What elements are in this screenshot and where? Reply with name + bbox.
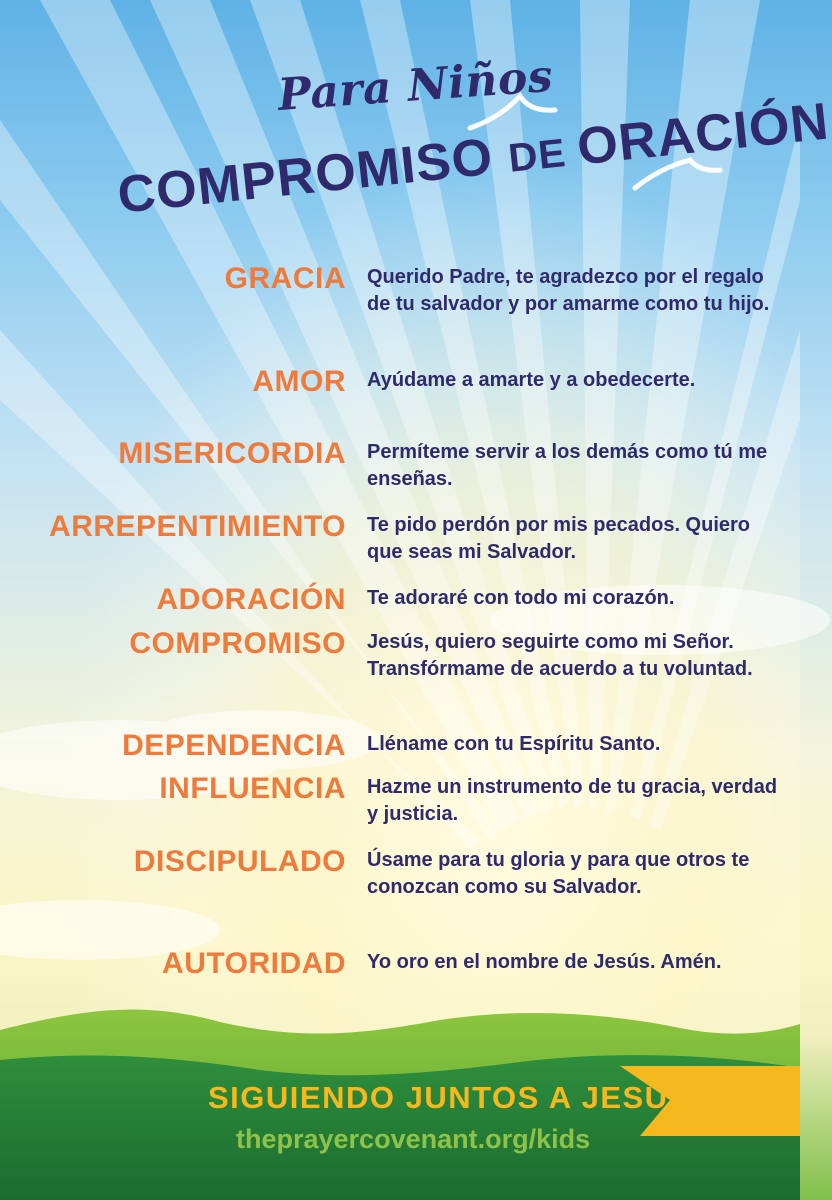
item-key: ADORACIÓN (156, 583, 346, 616)
item-key: GRACIA (224, 262, 346, 295)
item-text: Yo oro en el nombre de Jesús. Amén. (367, 951, 722, 973)
item-text: Te adoraré con todo mi corazón. (367, 587, 675, 609)
item-key: ARREPENTIMIENTO (49, 510, 346, 543)
item-key: DISCIPULADO (133, 845, 346, 878)
subtitle: Para Niños (276, 50, 555, 121)
item-text: Jesús, quiero seguirte como mi Señor. Transfórmame de acuerdo a tu voluntad. (367, 631, 753, 680)
title-part-2: DE (506, 129, 581, 181)
item-text: Hazme un instrumento de tu gracia, verdad y justicia. (367, 776, 778, 825)
title-part-3: ORACIÓN (574, 92, 832, 177)
item-text: Te pido perdón por mis pecados. Quiero que seas mi Salvador. (367, 514, 751, 563)
item-key: INFLUENCIA (159, 772, 346, 805)
item-key: DEPENDENCIA (122, 729, 346, 762)
item-text: Permíteme servir a los demás como tú me enseñas. (367, 441, 768, 490)
title-part-1: COMPROMISO (114, 126, 512, 225)
footer-tagline: SIGUIENDO JUNTOS A JESÚS (208, 1080, 691, 1115)
item-text: Querido Padre, te agradezco por el regalo de tu salvador y por amarme como tu hijo. (367, 266, 770, 315)
item-key: MISERICORDIA (118, 437, 346, 470)
header (0, 0, 832, 250)
item-text: Lléname con tu Espíritu Santo. (367, 733, 661, 755)
footer-url-link[interactable]: theprayercovenant.org/kids (236, 1124, 591, 1154)
item-text: Úsame para tu gloria y para que otros te conozcan como su Salvador. (367, 849, 750, 898)
item-text: Ayúdame a amarte y a obedecerte. (367, 369, 696, 391)
item-key: AMOR (252, 365, 346, 398)
item-key: AUTORIDAD (162, 947, 346, 980)
page-title (115, 91, 832, 225)
item-key: COMPROMISO (129, 627, 346, 660)
